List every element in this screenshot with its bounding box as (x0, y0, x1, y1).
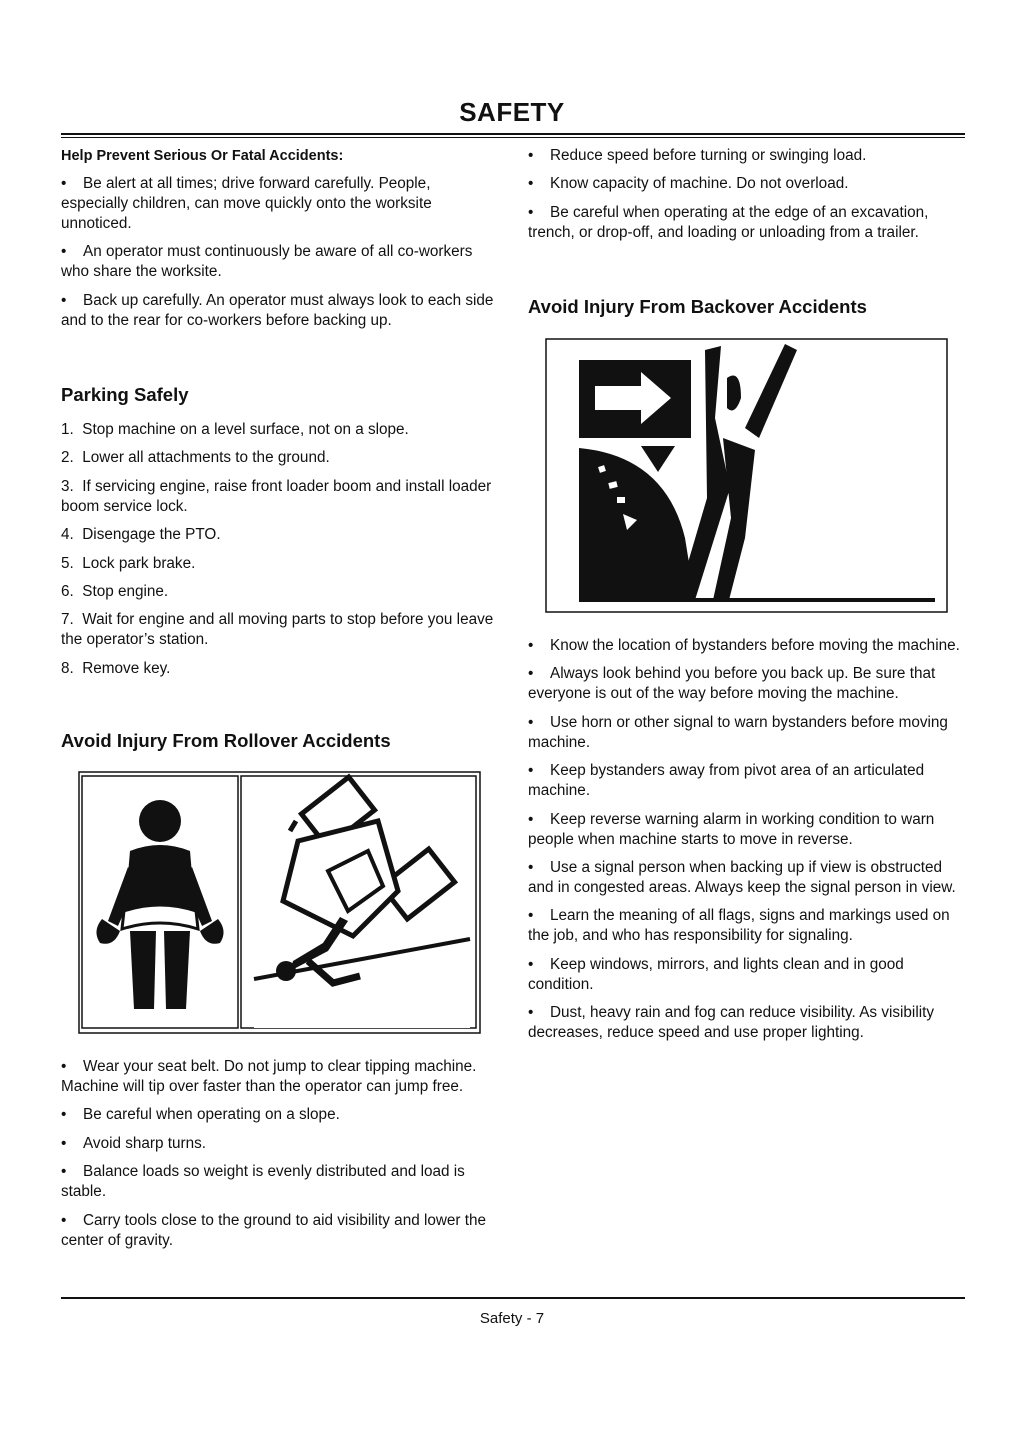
header-rule-top (61, 133, 965, 135)
list-item: • Be careful when operating on a slope. (61, 1105, 497, 1125)
header-rule-bottom (61, 137, 965, 138)
list-item: • Keep bystanders away from pivot area of an articulated machine. (528, 761, 968, 801)
parking-steps (61, 420, 497, 687)
accidents-lead: Help Prevent Serious Or Fatal Accidents: (61, 148, 344, 164)
list-item: • Back up carefully. An operator must always look to each side and to the rear for co-workers before backing up. (61, 291, 497, 331)
left-column (61, 146, 497, 339)
list-item: • Avoid sharp turns. (61, 1134, 497, 1154)
list-item: 7. Wait for engine and all moving parts to stop before you leave the operator’s station. (61, 611, 494, 649)
list-item: 2. Lower all attachments to the ground. (61, 449, 330, 467)
list-item: • An operator must continuously be aware of all co-workers who share the worksite. (61, 242, 497, 282)
list-item: • Dust, heavy rain and fog can reduce visibility. As visibility decreases, reduce speed and use proper lighting. (528, 1003, 968, 1043)
reverse-arrow-sign-icon (579, 360, 691, 438)
list-item: • Use a signal person when backing up if view is obstructed and in congested areas. Always keep the signal person in view. (528, 858, 968, 898)
backover-illustration (545, 338, 948, 613)
rollover-bullets (61, 1057, 497, 1259)
list-item: • Be careful when operating at the edge of an excavation, trench, or drop-off, and loading or unloading from a trailer. (528, 203, 968, 243)
parking-heading: Parking Safely (61, 384, 189, 405)
list-item: • Be alert at all times; drive forward carefully. People, especially children, can move quickly onto the worksite unnoticed. (61, 174, 497, 234)
list-item: • Keep reverse warning alarm in working condition to warn people when machine starts to move in reverse. (528, 810, 968, 850)
rollover-illustration (78, 771, 481, 1034)
list-item: • Use horn or other signal to warn bystanders before moving machine. (528, 713, 968, 753)
backover-heading: Avoid Injury From Backover Accidents (528, 296, 867, 317)
page-title: SAFETY (459, 97, 565, 127)
rollover-heading: Avoid Injury From Rollover Accidents (61, 730, 391, 751)
list-item: 1. Stop machine on a level surface, not on a slope. (61, 421, 409, 438)
list-item: • Carry tools close to the ground to aid visibility and lower the center of gravity. (61, 1211, 497, 1251)
list-item: 6. Stop engine. (61, 582, 169, 600)
list-item: 5. Lock park brake. (61, 554, 196, 572)
list-item: • Reduce speed before turning or swinging load. (528, 146, 968, 166)
list-item: • Learn the meaning of all flags, signs and markings used on the job, and who has responsibility for signaling. (528, 906, 968, 946)
list-item: 4. Disengage the PTO. (61, 526, 221, 544)
list-item: 3. If servicing engine, raise front loader boom and install loader boom service lock. (61, 477, 492, 515)
list-item: • Know the location of bystanders before moving the machine. (528, 636, 968, 656)
page-number: Safety - 7 (479, 1310, 545, 1327)
list-item: • Keep windows, mirrors, and lights clean and in good condition. (528, 955, 968, 995)
list-item: • Always look behind you before you back up. Be sure that everyone is out of the way before moving the machine. (528, 664, 968, 704)
list-item: 8. Remove key. (61, 659, 171, 677)
footer-rule (61, 1297, 965, 1299)
list-item: • Wear your seat belt. Do not jump to clear tipping machine. Machine will tip over faster than the operator can jump free. (61, 1057, 497, 1097)
right-column (528, 146, 968, 251)
backover-bullets (528, 636, 968, 1052)
list-item: • Know capacity of machine. Do not overload. (528, 174, 968, 194)
list-item: • Balance loads so weight is evenly distributed and load is stable. (61, 1162, 497, 1202)
